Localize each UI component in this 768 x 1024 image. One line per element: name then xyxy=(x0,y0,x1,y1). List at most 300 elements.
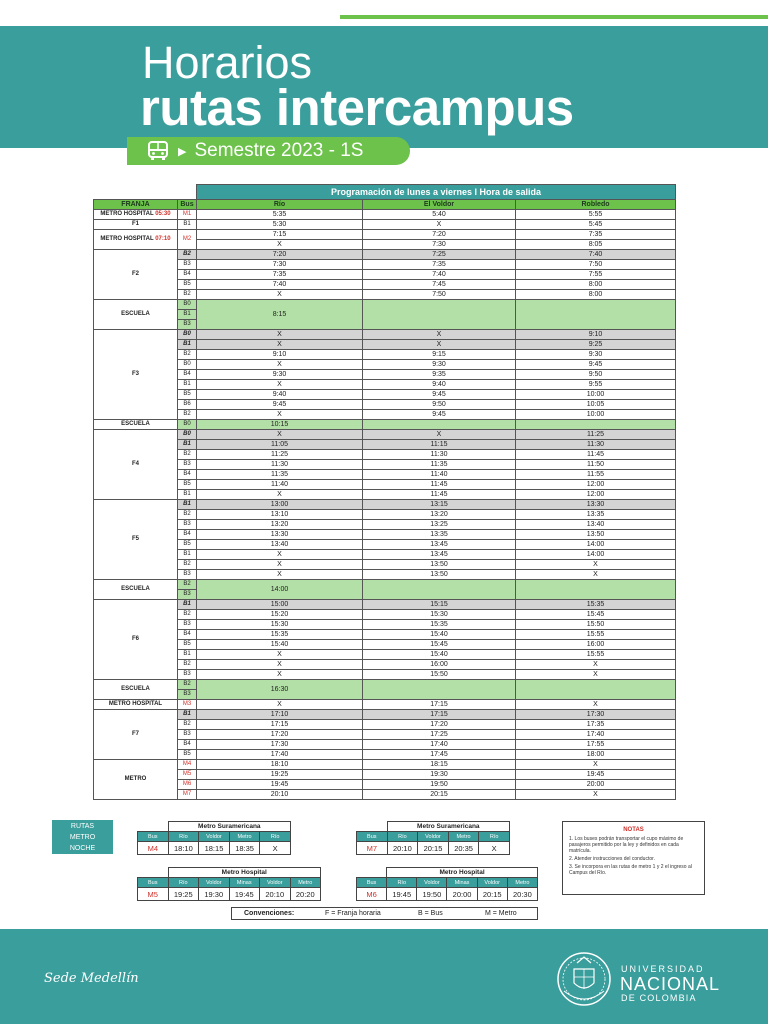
bus-cell: B3 xyxy=(178,570,197,580)
table-row xyxy=(94,640,676,650)
bus-cell: B4 xyxy=(178,470,197,480)
note-item: 1. Los buses podrán transportar el cupo máximo de pasajeros permitido por la ley y definidos en cada matrícula. xyxy=(569,836,684,854)
bus-cell: B1 xyxy=(178,600,197,610)
bus-cell: B4 xyxy=(178,270,197,280)
table-row xyxy=(94,260,676,270)
time-cell: 7:35 xyxy=(516,230,676,240)
footer-band xyxy=(0,929,768,1024)
bus-cell: B2 xyxy=(178,610,197,620)
franja-cell: METRO HOSPITAL xyxy=(94,700,178,710)
time-cell: 11:55 xyxy=(516,470,676,480)
time-cell: 16:00 xyxy=(363,660,516,670)
time-cell: 15:00 xyxy=(197,600,363,610)
bus-cell: B1 xyxy=(178,440,197,450)
time-cell: 9:45 xyxy=(516,360,676,370)
table-row xyxy=(94,360,676,370)
time-cell: X xyxy=(516,570,676,580)
time-cell: 15:45 xyxy=(516,610,676,620)
notes-title: NOTAS xyxy=(623,827,644,833)
time-cell: 9:45 xyxy=(363,410,516,420)
table-row xyxy=(94,270,676,280)
time-cell: 17:40 xyxy=(363,740,516,750)
franja-cell: METRO xyxy=(94,760,178,800)
time-cell: 19:25 xyxy=(197,770,363,780)
time-cell-merged: 8:15 xyxy=(197,300,363,330)
franja-cell: METRO HOSPITAL 05:30 xyxy=(94,210,178,220)
time-cell-empty xyxy=(516,420,676,430)
mini-value-cell: 20:20 xyxy=(290,888,321,901)
page-subtitle: rutas intercampus xyxy=(140,79,574,136)
blank-corner xyxy=(94,185,178,200)
time-cell: 15:55 xyxy=(516,630,676,640)
mini-header-cell: Río xyxy=(387,832,418,842)
schedule-banner: Programación de lunes a viernes I Hora de salida xyxy=(197,185,676,200)
table-row xyxy=(94,510,676,520)
bus-cell: B1 xyxy=(178,220,197,230)
mini-header-cell: Minas xyxy=(447,878,477,888)
time-cell-merged: 14:00 xyxy=(197,580,363,600)
header-rio: Río xyxy=(197,200,363,210)
bus-cell: B2 xyxy=(178,350,197,360)
time-cell: 9:30 xyxy=(516,350,676,360)
time-cell: X xyxy=(516,760,676,770)
mini-header-cell: Metro xyxy=(229,832,260,842)
table-row xyxy=(94,630,676,640)
time-cell: X xyxy=(197,560,363,570)
header-el-volador: El Voldor xyxy=(363,200,516,210)
time-cell: X xyxy=(197,670,363,680)
table-row xyxy=(94,660,676,670)
mini-value-cell: X xyxy=(260,842,291,855)
mini-value-cell: 19:50 xyxy=(417,888,447,901)
table-row xyxy=(94,720,676,730)
time-cell: 7:20 xyxy=(197,250,363,260)
university-name-line3: DE COLOMBIA xyxy=(621,993,697,1003)
time-cell: X xyxy=(197,660,363,670)
bus-cell: M4 xyxy=(178,760,197,770)
table-row xyxy=(94,300,676,310)
mini-value-cell: 20:15 xyxy=(477,888,507,901)
time-cell: 5:35 xyxy=(197,210,363,220)
time-cell: 7:20 xyxy=(363,230,516,240)
bus-cell: B1 xyxy=(178,310,197,320)
mini-value-cell: M4 xyxy=(138,842,169,855)
time-cell: 17:20 xyxy=(363,720,516,730)
notes-box xyxy=(562,821,705,895)
convention-metro: M = Metro xyxy=(485,910,517,917)
time-cell: 9:50 xyxy=(363,400,516,410)
time-cell: 15:35 xyxy=(516,600,676,610)
time-cell: 11:50 xyxy=(516,460,676,470)
mini-value-cell: X xyxy=(479,842,510,855)
time-cell: 17:45 xyxy=(363,750,516,760)
table-row xyxy=(94,370,676,380)
time-cell: 19:50 xyxy=(363,780,516,790)
bus-cell: B0 xyxy=(178,300,197,310)
table-row xyxy=(94,600,676,610)
time-cell: 13:40 xyxy=(516,520,676,530)
time-cell: 7:40 xyxy=(363,270,516,280)
mini-blank xyxy=(357,868,387,878)
time-cell: 12:00 xyxy=(516,490,676,500)
night-label-line: NOCHE xyxy=(69,845,96,852)
table-row xyxy=(94,410,676,420)
university-name-line1: UNIVERSIDAD xyxy=(621,964,705,974)
time-cell: 7:30 xyxy=(197,260,363,270)
bus-icon xyxy=(147,141,169,161)
mini-header-cell: Bus xyxy=(357,832,388,842)
time-cell: 9:30 xyxy=(363,360,516,370)
table-row xyxy=(94,290,676,300)
mini-table-title: Metro Suramericana xyxy=(168,822,290,832)
franja-cell: ESCUELA xyxy=(94,580,178,600)
mini-table-title: Metro Hospital xyxy=(168,868,321,878)
mini-value-row xyxy=(138,888,321,901)
bus-cell: B2 xyxy=(178,680,197,690)
time-cell: 7:55 xyxy=(516,270,676,280)
bus-cell: B1 xyxy=(178,650,197,660)
time-cell: X xyxy=(197,380,363,390)
time-cell: X xyxy=(363,330,516,340)
time-cell: 11:40 xyxy=(197,480,363,490)
time-cell: 11:25 xyxy=(197,450,363,460)
schedule-table xyxy=(93,184,676,800)
table-row xyxy=(94,500,676,510)
time-cell: X xyxy=(516,660,676,670)
time-cell: 12:00 xyxy=(516,480,676,490)
bus-cell: B3 xyxy=(178,730,197,740)
mini-value-cell: 19:45 xyxy=(229,888,260,901)
mini-value-cell: 20:00 xyxy=(447,888,477,901)
mini-blank xyxy=(357,822,388,832)
mini-header-row xyxy=(357,832,510,842)
mini-header-cell: Bus xyxy=(138,878,169,888)
time-cell: 9:45 xyxy=(197,400,363,410)
mini-value-cell: 20:10 xyxy=(260,888,291,901)
semester-badge xyxy=(127,137,410,165)
mini-header-cell: Metro xyxy=(507,878,537,888)
semester-label: Semestre 2023 - 1S xyxy=(194,140,364,161)
mini-value-cell: 20:30 xyxy=(507,888,537,901)
mini-value-row xyxy=(357,842,510,855)
franja-cell: F6 xyxy=(94,600,178,680)
time-cell: 7:40 xyxy=(197,280,363,290)
header-franja: FRANJA xyxy=(94,200,178,210)
bus-cell: B1 xyxy=(178,490,197,500)
time-cell: 15:20 xyxy=(197,610,363,620)
bus-cell: B5 xyxy=(178,540,197,550)
table-row xyxy=(94,620,676,630)
time-cell: 13:30 xyxy=(197,530,363,540)
table-row xyxy=(94,480,676,490)
time-cell: 9:25 xyxy=(516,340,676,350)
time-cell: 9:40 xyxy=(197,390,363,400)
time-cell-empty xyxy=(363,680,516,700)
time-cell: 7:25 xyxy=(363,250,516,260)
time-cell: 9:35 xyxy=(363,370,516,380)
time-cell: 7:50 xyxy=(363,290,516,300)
bus-cell: B5 xyxy=(178,390,197,400)
time-cell: X xyxy=(197,240,363,250)
time-cell: X xyxy=(516,560,676,570)
time-cell: 13:35 xyxy=(516,510,676,520)
mini-header-cell: Voldor xyxy=(199,832,230,842)
mini-header-row xyxy=(138,832,291,842)
mini-header-cell: Voldor xyxy=(417,878,447,888)
table-row xyxy=(94,570,676,580)
table-row xyxy=(94,740,676,750)
bus-cell: B4 xyxy=(178,740,197,750)
bus-cell: B3 xyxy=(178,460,197,470)
time-cell: 17:15 xyxy=(363,710,516,720)
bus-cell: B2 xyxy=(178,450,197,460)
time-cell: 8:05 xyxy=(516,240,676,250)
blank-corner xyxy=(178,185,197,200)
time-cell: 13:50 xyxy=(363,570,516,580)
note-item: 2. Atender instrucciones del conductor. xyxy=(569,856,655,862)
time-cell: 17:40 xyxy=(516,730,676,740)
time-cell: 9:40 xyxy=(363,380,516,390)
conventions-label: Convenciones: xyxy=(244,910,295,917)
mini-header-cell: Minas xyxy=(229,878,260,888)
table-row xyxy=(94,210,676,220)
table-row xyxy=(94,710,676,720)
time-cell: 13:20 xyxy=(363,510,516,520)
header-bus: Bus xyxy=(178,200,197,210)
time-cell: X xyxy=(197,650,363,660)
table-row xyxy=(94,560,676,570)
chevron-right-icon: ▶ xyxy=(178,145,187,158)
bus-cell: B2 xyxy=(178,410,197,420)
time-cell: 11:30 xyxy=(516,440,676,450)
time-cell: 18:10 xyxy=(197,760,363,770)
table-row xyxy=(94,440,676,450)
table-row xyxy=(94,730,676,740)
bus-cell: B3 xyxy=(178,590,197,600)
mini-title-row xyxy=(357,822,510,832)
mini-value-cell: 18:35 xyxy=(229,842,260,855)
bus-cell: M2 xyxy=(178,230,197,250)
table-row xyxy=(94,230,676,240)
mini-header-cell: Río xyxy=(168,832,199,842)
time-cell: X xyxy=(516,670,676,680)
mini-title-row xyxy=(357,868,538,878)
bus-cell: M3 xyxy=(178,700,197,710)
time-cell: 11:15 xyxy=(363,440,516,450)
bus-cell: B2 xyxy=(178,250,197,260)
time-cell: 15:40 xyxy=(197,640,363,650)
time-cell: X xyxy=(516,700,676,710)
bus-cell: B1 xyxy=(178,500,197,510)
mini-header-cell: Bus xyxy=(357,878,387,888)
time-cell: 7:30 xyxy=(363,240,516,250)
table-row xyxy=(94,340,676,350)
time-cell: 8:00 xyxy=(516,290,676,300)
franja-cell: ESCUELA xyxy=(94,420,178,430)
time-cell: 14:00 xyxy=(516,550,676,560)
bus-cell: M1 xyxy=(178,210,197,220)
time-cell: 9:55 xyxy=(516,380,676,390)
time-cell: 11:45 xyxy=(516,450,676,460)
time-cell: 10:05 xyxy=(516,400,676,410)
time-cell: 13:15 xyxy=(363,500,516,510)
time-cell: 17:15 xyxy=(197,720,363,730)
time-cell: 15:40 xyxy=(363,650,516,660)
time-cell: 17:55 xyxy=(516,740,676,750)
time-cell: 17:15 xyxy=(363,700,516,710)
mini-header-cell: Río xyxy=(168,878,199,888)
time-cell: 13:10 xyxy=(197,510,363,520)
time-cell: 11:45 xyxy=(363,490,516,500)
time-cell-empty xyxy=(516,680,676,700)
time-cell-empty xyxy=(516,300,676,330)
time-cell: 5:55 xyxy=(516,210,676,220)
mini-value-cell: 19:30 xyxy=(199,888,230,901)
mini-blank xyxy=(138,822,169,832)
time-cell: 5:40 xyxy=(363,210,516,220)
header-robledo: Robledo xyxy=(516,200,676,210)
table-row xyxy=(94,420,676,430)
time-cell: 19:45 xyxy=(197,780,363,790)
sede-label: Sede Medellín xyxy=(44,971,139,986)
time-cell: 11:30 xyxy=(197,460,363,470)
time-cell: 17:40 xyxy=(197,750,363,760)
time-cell: 13:45 xyxy=(363,540,516,550)
night-label-line: METRO xyxy=(69,834,96,841)
time-cell: 20:00 xyxy=(516,780,676,790)
table-row xyxy=(94,250,676,260)
time-cell: 15:40 xyxy=(363,630,516,640)
time-cell: 18:00 xyxy=(516,750,676,760)
time-cell: 15:35 xyxy=(197,630,363,640)
night-table-suramericana-m7 xyxy=(356,821,510,855)
table-row xyxy=(94,700,676,710)
time-cell: 11:25 xyxy=(516,430,676,440)
mini-value-cell: 20:10 xyxy=(387,842,418,855)
bus-cell: B2 xyxy=(178,510,197,520)
time-cell: 17:25 xyxy=(363,730,516,740)
mini-value-cell: 18:15 xyxy=(199,842,230,855)
bus-cell: B2 xyxy=(178,720,197,730)
time-cell: X xyxy=(197,490,363,500)
mini-value-row xyxy=(357,888,538,901)
franja-cell: F7 xyxy=(94,710,178,760)
table-row xyxy=(94,450,676,460)
time-cell: 11:40 xyxy=(363,470,516,480)
time-cell: X xyxy=(363,220,516,230)
night-label-line: RUTAS xyxy=(70,823,95,830)
table-row xyxy=(94,780,676,790)
table-row xyxy=(94,770,676,780)
time-cell: 7:50 xyxy=(516,260,676,270)
time-cell-empty xyxy=(363,300,516,330)
table-row xyxy=(94,790,676,800)
bus-cell: B3 xyxy=(178,320,197,330)
time-cell: 17:30 xyxy=(516,710,676,720)
bus-cell: B5 xyxy=(178,640,197,650)
bus-cell: B3 xyxy=(178,520,197,530)
night-routes-label xyxy=(52,820,113,854)
mini-table-title: Metro Hospital xyxy=(387,868,538,878)
mini-value-cell: M7 xyxy=(357,842,388,855)
franja-cell: F1 xyxy=(94,220,178,230)
page-title: Horarios xyxy=(142,37,313,88)
mini-value-cell: M6 xyxy=(357,888,387,901)
bus-cell: B5 xyxy=(178,750,197,760)
time-cell-merged: 10:15 xyxy=(197,420,363,430)
mini-value-row xyxy=(138,842,291,855)
table-row xyxy=(94,330,676,340)
time-cell: X xyxy=(197,330,363,340)
time-cell-empty xyxy=(363,420,516,430)
time-cell: 13:25 xyxy=(363,520,516,530)
table-row xyxy=(94,430,676,440)
mini-header-cell: Río xyxy=(387,878,417,888)
time-cell: 7:45 xyxy=(363,280,516,290)
mini-header-cell: Río xyxy=(479,832,510,842)
mini-value-cell: 18:10 xyxy=(168,842,199,855)
bus-cell: B4 xyxy=(178,630,197,640)
time-cell: 13:45 xyxy=(363,550,516,560)
time-cell: 10:00 xyxy=(516,410,676,420)
mini-header-row xyxy=(138,878,321,888)
time-cell: X xyxy=(197,430,363,440)
time-cell: X xyxy=(197,290,363,300)
time-cell: 15:30 xyxy=(363,610,516,620)
time-cell: 13:30 xyxy=(516,500,676,510)
bus-cell: B0 xyxy=(178,360,197,370)
mini-value-cell: M5 xyxy=(138,888,169,901)
bus-cell: B1 xyxy=(178,380,197,390)
time-cell: 15:50 xyxy=(516,620,676,630)
time-cell: X xyxy=(197,570,363,580)
time-cell: 19:30 xyxy=(363,770,516,780)
time-cell: 17:20 xyxy=(197,730,363,740)
time-cell: X xyxy=(197,410,363,420)
bus-cell: B6 xyxy=(178,400,197,410)
mini-title-row xyxy=(138,868,321,878)
time-cell: 7:15 xyxy=(197,230,363,240)
time-cell: 15:30 xyxy=(197,620,363,630)
time-cell-merged: 16:30 xyxy=(197,680,363,700)
time-cell: 5:30 xyxy=(197,220,363,230)
table-row xyxy=(94,530,676,540)
time-cell: 15:35 xyxy=(363,620,516,630)
bus-cell: M7 xyxy=(178,790,197,800)
time-cell: 13:20 xyxy=(197,520,363,530)
convention-bus: B = Bus xyxy=(418,910,443,917)
time-cell: 7:40 xyxy=(516,250,676,260)
time-cell: X xyxy=(197,550,363,560)
franja-cell: F3 xyxy=(94,330,178,420)
convention-franja: F = Franja horaria xyxy=(325,910,381,917)
note-item: 3. Se incorpora en las rutas de metro 1 y 2 el ingreso al Campus del Río. xyxy=(569,864,692,876)
time-cell: 13:00 xyxy=(197,500,363,510)
time-cell: 7:35 xyxy=(197,270,363,280)
time-cell: 9:50 xyxy=(516,370,676,380)
bus-cell: B1 xyxy=(178,550,197,560)
mini-header-cell: Río xyxy=(260,832,291,842)
time-cell: X xyxy=(197,700,363,710)
bus-cell: B5 xyxy=(178,480,197,490)
time-cell: 9:10 xyxy=(516,330,676,340)
bus-cell: B4 xyxy=(178,370,197,380)
bus-cell: B3 xyxy=(178,690,197,700)
bus-cell: B5 xyxy=(178,280,197,290)
table-row xyxy=(94,750,676,760)
time-cell: 7:35 xyxy=(363,260,516,270)
time-cell: 9:10 xyxy=(197,350,363,360)
